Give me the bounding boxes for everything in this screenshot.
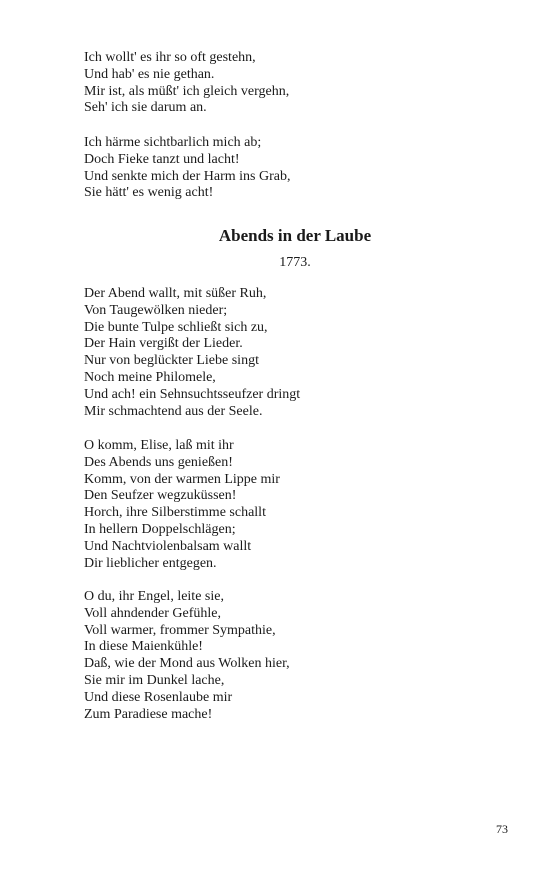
verse-line: Mir schmachtend aus der Seele. (84, 403, 263, 419)
verse-line: Die bunte Tulpe schließt sich zu, (84, 319, 268, 335)
poem-stanza-1 (84, 286, 300, 420)
verse-line: O komm, Elise, laß mit ihr (84, 438, 234, 453)
verse-line: Seh' ich sie darum an. (84, 100, 207, 116)
verse-line: In hellern Doppelschlägen; (84, 521, 236, 537)
verse-line: Doch Fieke tanzt und lacht! (84, 151, 240, 167)
verse-line: Komm, von der warmen Lippe mir (84, 471, 280, 487)
verse-line: Der Hain vergißt der Lieder. (84, 336, 243, 352)
verse-line: In diese Maienkühle! (84, 639, 203, 655)
verse-line: Und hab' es nie gethan. (84, 66, 215, 82)
verse-line: Des Abends uns genießen! (84, 454, 233, 470)
verse-line: Der Abend wallt, mit süßer Ruh, (84, 286, 267, 301)
previous-poem-stanza-1 (84, 50, 289, 117)
previous-poem-stanza-2 (84, 135, 290, 202)
verse-line: Voll ahndender Gefühle, (84, 605, 221, 621)
verse-line: Zum Paradiese mache! (84, 706, 213, 722)
verse-line: Voll warmer, frommer Sympathie, (84, 622, 276, 638)
verse-line: Ich härme sichtbarlich mich ab; (84, 135, 262, 150)
verse-line: Daß, wie der Mond aus Wolken hier, (84, 656, 290, 672)
verse-line: Ich wollt' es ihr so oft gestehn, (84, 50, 256, 65)
verse-line: Und Nachtviolenbalsam wallt (84, 538, 252, 554)
verse-line: Und ach! ein Sehnsuchtsseufzer dringt (84, 386, 301, 402)
verse-line: Sie hätt' es wenig acht! (84, 185, 214, 201)
poem-stanza-3 (84, 589, 290, 723)
verse-line: Nur von beglückter Liebe singt (84, 353, 259, 369)
verse-line: Und senkte mich der Harm ins Grab, (84, 168, 291, 184)
verse-line: Und diese Rosenlaube mir (84, 689, 233, 705)
poem-year: 1773. (279, 255, 311, 270)
verse-line: Horch, ihre Silberstimme schallt (84, 505, 266, 521)
verse-line: Den Seufzer wegzuküssen! (84, 488, 237, 504)
page-number: 73 (496, 822, 508, 836)
verse-line: Noch meine Philomele, (84, 369, 216, 385)
verse-line: Sie mir im Dunkel lache, (84, 672, 225, 688)
verse-line: Mir ist, als müßt' ich gleich vergehn, (84, 83, 290, 99)
verse-line: Von Taugewölken nieder; (84, 302, 228, 318)
verse-line: Dir lieblicher entgegen. (84, 555, 217, 571)
poem-title: Abends in der Laube (218, 226, 372, 245)
verse-line: O du, ihr Engel, leite sie, (84, 589, 224, 604)
poem-stanza-2 (84, 438, 280, 572)
